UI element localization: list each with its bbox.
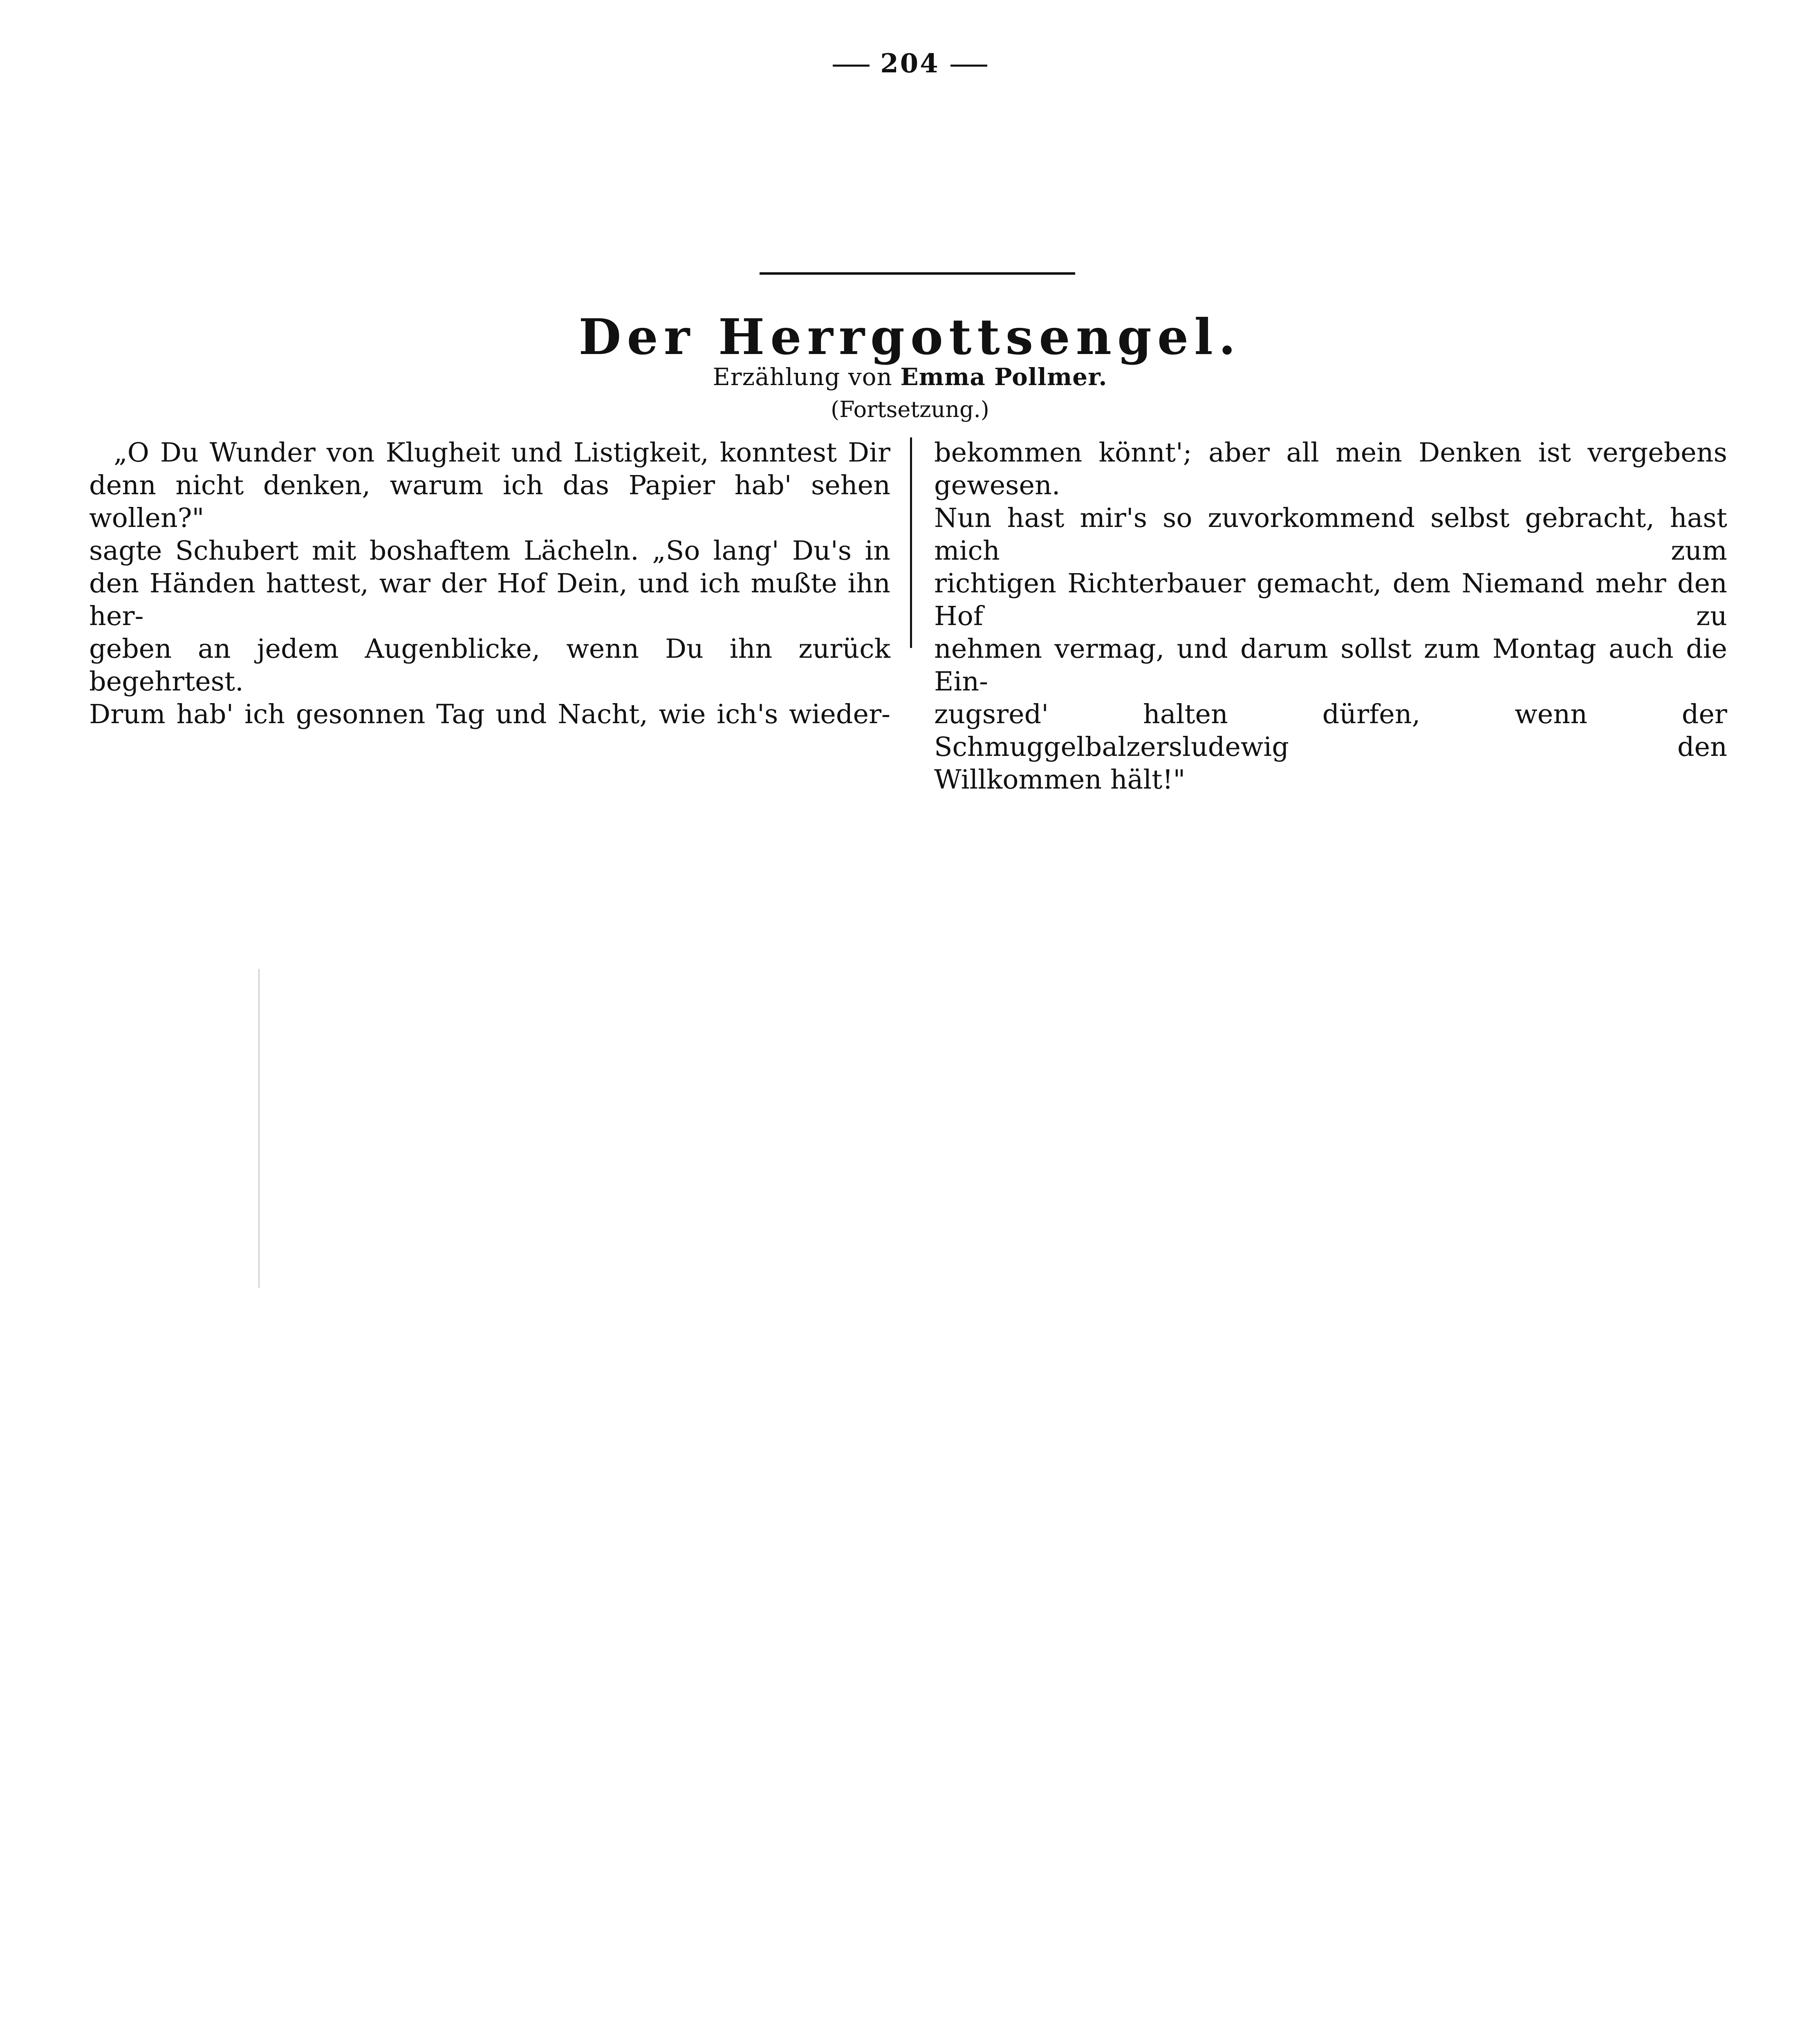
text-line: Willkommen hält!" [934, 764, 1186, 795]
text-line: Nun hast mir's so zuvorkommend selbst gebracht, hast mich zum [934, 503, 1727, 566]
text-line: geben an jedem Augenblicke, wenn Du ihn zurück begehrtest. [89, 634, 890, 697]
story-byline [0, 365, 1820, 389]
ornament-dash-right [950, 65, 987, 67]
text-line: „O Du Wunder von Klugheit und Listigkeit, konntest Dir [114, 437, 890, 468]
text-line: sagte Schubert mit boshaftem Lächeln. „So lang' Du's in [89, 536, 890, 566]
show-through-mark [258, 969, 260, 1288]
text-line: nehmen vermag, und darum sollst zum Montag auch die Ein- [934, 634, 1727, 697]
text-line: richtigen Richterbauer gemacht, dem Niemand mehr den Hof zu [934, 568, 1727, 632]
top-left-column [89, 437, 890, 731]
story-title: Der Herrgottsengel. [578, 308, 1242, 366]
text-line: Drum hab' ich gesonnen Tag und Nacht, wie ich's wieder- [89, 699, 890, 730]
text-line: bekommen könnt'; aber all mein Denken ist vergebens gewesen. [934, 437, 1727, 501]
page-number-text: 204 [880, 48, 940, 79]
top-right-column [934, 437, 1727, 796]
page-number-204 [0, 48, 1820, 79]
byline-prefix: Erzählung von [713, 363, 892, 391]
text-line: zugsred' halten dürfen, wenn der Schmuggelbalzersludewig den [934, 699, 1727, 762]
title-separator-rule [760, 272, 1075, 275]
continuation-note: (Fortsetzung.) [831, 397, 989, 422]
ornament-dash-left [833, 65, 870, 67]
byline-author: Emma Pollmer. [900, 363, 1107, 391]
column-divider-top [910, 437, 912, 648]
text-line: denn nicht denken, warum ich das Papier hab' sehen wollen?" [89, 470, 890, 533]
text-line: den Händen hattest, war der Hof Dein, und ich mußte ihn her- [89, 568, 890, 632]
